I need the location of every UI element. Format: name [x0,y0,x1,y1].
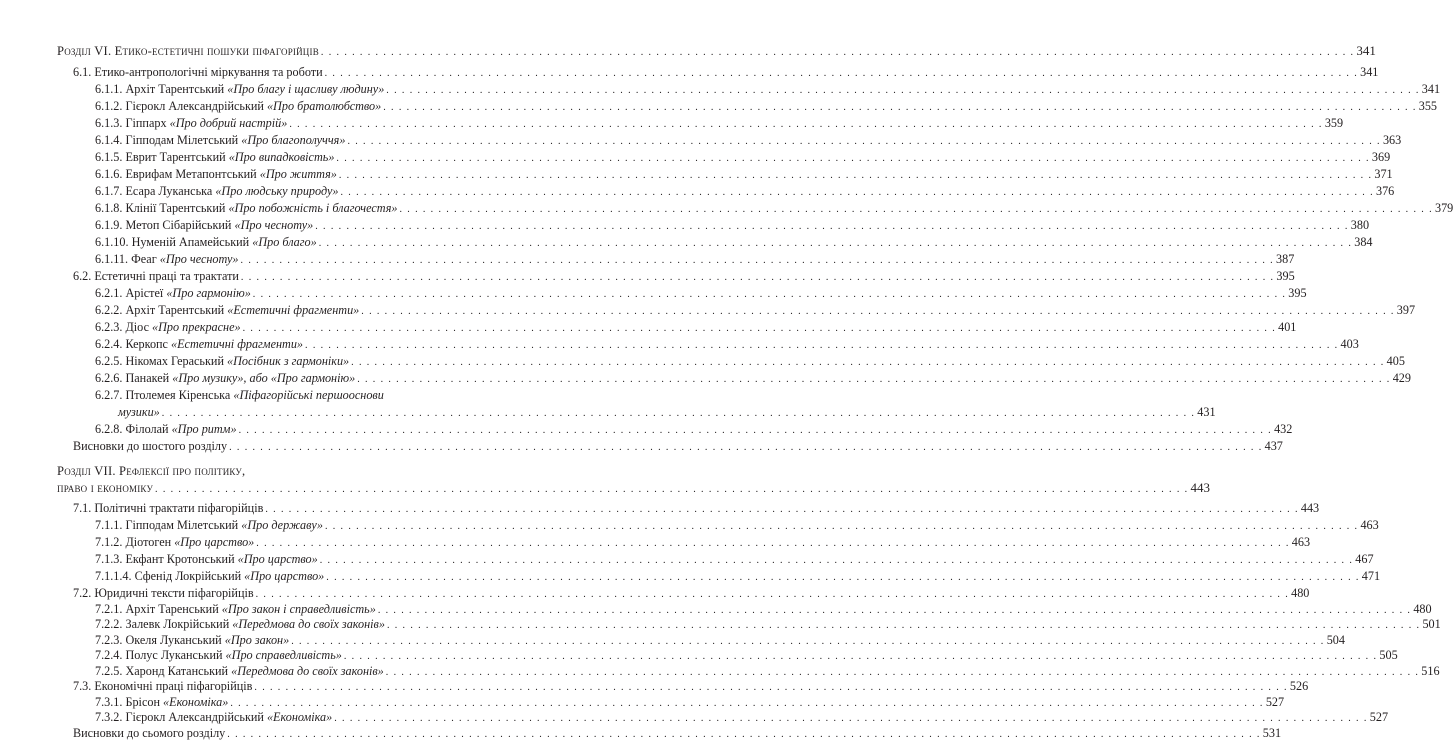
toc-item-6-2-5[interactable] [95,353,1405,371]
page-number: 369 [1371,150,1391,164]
page-number: 359 [1324,116,1344,130]
item-work-title: «Про добрий настрій» [169,116,288,130]
dot-leader [351,355,1385,371]
item-work-title: «Про царство» [244,569,325,583]
item-author: 7.2.4. Полус Луканський [95,648,226,662]
page-number: 380 [1350,218,1370,232]
dot-leader [378,603,1412,619]
page-number: 341 [1421,82,1441,96]
toc-item-6-1-8[interactable] [95,200,1453,218]
dot-leader [321,45,1355,61]
dot-leader [399,202,1433,218]
page-number: 527 [1265,694,1285,709]
item-work-title: «Про чесноту» [159,252,239,266]
item-work-title: «Економіка» [266,710,333,724]
item-work-title: «Про благо» [252,235,317,249]
toc-item-7-1-3[interactable] [95,551,1374,569]
section-6-1-entry[interactable] [73,64,1379,82]
item-author: 6.1.1. Архіт Тарентський [95,82,228,96]
dot-leader [383,100,1417,116]
page-number: 355 [1418,99,1438,113]
section-title: 6.1. Етико-антропологічні міркування та роботи [73,65,323,79]
dot-leader [326,570,1360,586]
page-number: 467 [1355,552,1374,566]
page-number: 501 [1422,617,1441,631]
item-work-title: «Про побожність і благочестя» [228,201,398,215]
chapter-title-continued: право і економіку [57,481,154,495]
page-number: 429 [1392,371,1411,385]
chapter-7-entry[interactable] [57,480,1211,498]
page-number: 395 [1276,269,1295,283]
item-work-title: «Про царство» [237,552,318,566]
toc-item-7-1-4[interactable] [95,568,1381,586]
item-work-title: «Про благу і щасливу людину» [227,82,385,96]
item-work-title: «Про людську природу» [215,184,339,198]
item-author: 6.2.1. Арістеї [95,286,167,300]
dot-leader [239,423,1273,439]
item-work-title: «Про випадковість» [228,150,335,164]
page-number: 526 [1289,679,1309,693]
item-work-title: «Про благополуччя» [241,133,346,147]
toc-item-6-2-1[interactable] [95,285,1307,303]
page-number: 443 [1190,480,1211,495]
page-number: 405 [1386,354,1405,368]
dot-leader [315,219,1349,235]
item-author: 6.2.6. Панакей [95,371,173,385]
item-work-title: «Естетичні фрагменти» [171,337,304,351]
item-author: 7.3.2. Гієрокл Александрійський [95,710,267,724]
section-title: 6.2. Естетичні праці та трактати [73,269,239,283]
item-work-title: «Про закон» [224,632,290,647]
page-number: 471 [1361,569,1381,583]
item-work-title: «Піфагорійські першооснови [233,388,384,402]
item-work-title: «Про життя» [259,167,337,181]
toc-item-6-1-10[interactable] [95,234,1373,252]
dot-leader [347,134,1381,150]
chapter-7-conclusion-entry[interactable] [73,725,1282,743]
item-author: 7.1.1. Гіпподам Мілетський [95,518,242,532]
toc-item-6-1-5[interactable] [95,149,1391,167]
dot-leader [325,519,1359,535]
section-title: 7.2. Юридичні тексти піфагорійців [73,586,254,600]
page-number: 379 [1434,201,1453,215]
item-author: 6.2.2. Архіт Тарентський [95,303,228,317]
item-author: 6.1.10. Нуменій Апамейський [95,235,253,249]
section-title: Висновки до шостого розділу [73,439,228,453]
page-number: 505 [1379,648,1398,662]
item-author: 6.1.4. Гіпподам Мілетський [95,133,242,147]
toc-item-6-1-9[interactable] [95,217,1370,235]
item-work-title: «Про чесноту» [234,218,314,232]
page-number: 443 [1300,501,1320,515]
item-work-title: «Про музику», або «Про гармонію» [172,371,356,385]
item-author: 6.1.9. Метоп Сібарійський [95,218,235,232]
chapter-7-title-line1[interactable] [57,463,412,479]
toc-item-6-1-11[interactable] [95,251,1295,269]
item-author: 7.2.1. Архіт Таренський [95,601,222,616]
dot-leader [253,287,1287,303]
item-work-title: «Про братолюбство» [266,99,382,113]
dot-leader [336,151,1370,167]
section-7-1-entry[interactable] [73,500,1320,518]
page-number: 431 [1197,405,1216,419]
page-number: 463 [1291,535,1311,549]
toc-item-7-1-1[interactable] [95,517,1379,535]
dot-leader [155,482,1189,498]
section-6-2-entry[interactable] [73,268,1295,286]
page-number: 397 [1396,303,1416,317]
page-number: 480 [1413,601,1432,616]
toc-item-6-1-1[interactable] [95,81,1441,99]
chapter-6-entry[interactable] [57,43,1376,61]
toc-item-6-1-2[interactable] [95,98,1438,116]
page-number: 463 [1360,518,1379,532]
item-author: 6.2.5. Нікомах Гераський [95,354,228,368]
item-work-title-continued: музики» [118,405,160,419]
page-number: 387 [1276,252,1295,266]
item-author: 7.2.2. Залевк Локрійський [95,617,233,631]
page-number: 480 [1291,586,1310,600]
toc-item-6-1-3[interactable] [95,115,1344,133]
dot-leader [344,649,1378,665]
item-author: 6.2.4. Керкопс [95,337,172,351]
page-number: 437 [1264,439,1283,453]
dot-leader [325,66,1359,82]
chapter-6-conclusion-entry[interactable] [73,438,1283,456]
item-work-title: «Про ритм» [171,422,237,436]
page-number: 432 [1274,422,1293,436]
dot-leader [162,406,1196,422]
item-author: 6.2.3. Діос [95,320,153,334]
page-number: 341 [1360,65,1379,79]
item-work-title: «Про гармонію» [166,286,251,300]
chapter-title: Розділ VI. Етико-естетичні пошуки піфагорійців [57,44,319,58]
page-number: 504 [1326,632,1345,647]
dot-leader [305,338,1339,354]
page-number: 376 [1375,184,1395,198]
page-number: 531 [1262,725,1282,740]
item-author: 7.1.2. Діотоген [95,535,175,549]
dot-leader [361,304,1395,320]
dot-leader [229,440,1263,456]
item-author: 7.1.3. Екфант Кротонський [95,552,238,566]
dot-leader [291,634,1325,650]
item-author: 7.1.1.4. Сфенід Локрійський [95,569,245,583]
dot-leader [339,168,1373,184]
section-title: 7.1. Політичні трактати піфагорійців [73,501,264,515]
item-work-title: «Економіка» [163,694,229,709]
toc-item-6-1-4[interactable] [95,132,1402,150]
toc-item-6-2-3[interactable] [95,319,1297,337]
section-title: 7.3. Економічні праці піфагорійців [73,679,253,693]
toc-item-6-2-6[interactable] [95,370,1411,388]
dot-leader [357,372,1391,388]
page-number: 371 [1374,167,1393,181]
item-work-title: «Передмова до своїх законів» [231,663,384,678]
item-work-title: «Про царство» [174,535,255,549]
item-author: 6.1.6. Еврифам Метапонтський [95,167,260,181]
item-author: 7.3.1. Брісон [95,694,164,709]
item-work-title: «Про закон і справедливість» [221,601,376,616]
dot-leader [243,321,1277,337]
section-title: Висновки до сьомого розділу [73,725,226,740]
item-author: 6.2.7. Птолемея Кіренська [95,388,234,402]
item-author: 7.2.3. Океля Луканський [95,632,225,647]
dot-leader [386,665,1420,681]
dot-leader [256,536,1290,552]
item-author: 7.2.5. Харонд Катанський [95,663,232,678]
toc-item-6-1-7[interactable] [95,183,1395,201]
page-number: 363 [1382,133,1402,147]
item-work-title: «Про прекрасне» [152,320,241,334]
item-author: 6.1.5. Еврит Тарентський [95,150,229,164]
toc-item-6-2-2[interactable] [95,302,1416,320]
item-author: 6.1.11. Феаг [95,252,160,266]
item-work-title: «Передмова до своїх законів» [232,617,385,631]
page-number: 516 [1421,663,1440,678]
toc-item-7-1-2[interactable] [95,534,1311,552]
dot-leader [289,117,1323,133]
page-number: 395 [1288,286,1307,300]
item-work-title: «Про справедливість» [225,648,342,662]
toc-item-6-1-6[interactable] [95,166,1393,184]
page-number: 341 [1356,43,1376,58]
item-author: 6.2.8. Філолай [95,422,172,436]
dot-leader [265,502,1299,518]
toc-item-6-2-4[interactable] [95,336,1359,354]
item-author: 6.1.7. Есара Луканська [95,184,216,198]
dot-leader [387,618,1421,634]
dot-leader [340,185,1374,201]
dot-leader [334,711,1368,727]
toc-item-6-2-8[interactable] [95,421,1293,439]
dot-leader [241,253,1275,269]
page-number: 401 [1278,320,1297,334]
toc-item-6-2-7-continued[interactable] [118,404,1216,422]
item-author: 6.1.3. Гіппарх [95,116,170,130]
dot-leader [320,553,1354,569]
dot-leader [241,270,1275,286]
page-number: 403 [1340,337,1359,351]
chapter-title: Розділ VII. Рефлексії про політику, [57,464,246,478]
page-number: 384 [1354,235,1373,249]
dot-leader [227,727,1261,743]
item-author: 6.1.2. Гієрокл Александрійський [95,99,267,113]
item-work-title: «Посібник з гармоніки» [227,354,350,368]
item-work-title: «Естетичні фрагменти» [227,303,360,317]
dot-leader [386,83,1420,99]
toc-item-6-2-7[interactable] [95,387,412,403]
dot-leader [319,236,1353,252]
page-number: 527 [1369,710,1389,724]
item-author: 6.1.8. Клінії Тарентський [95,201,229,215]
item-work-title: «Про державу» [241,518,323,532]
